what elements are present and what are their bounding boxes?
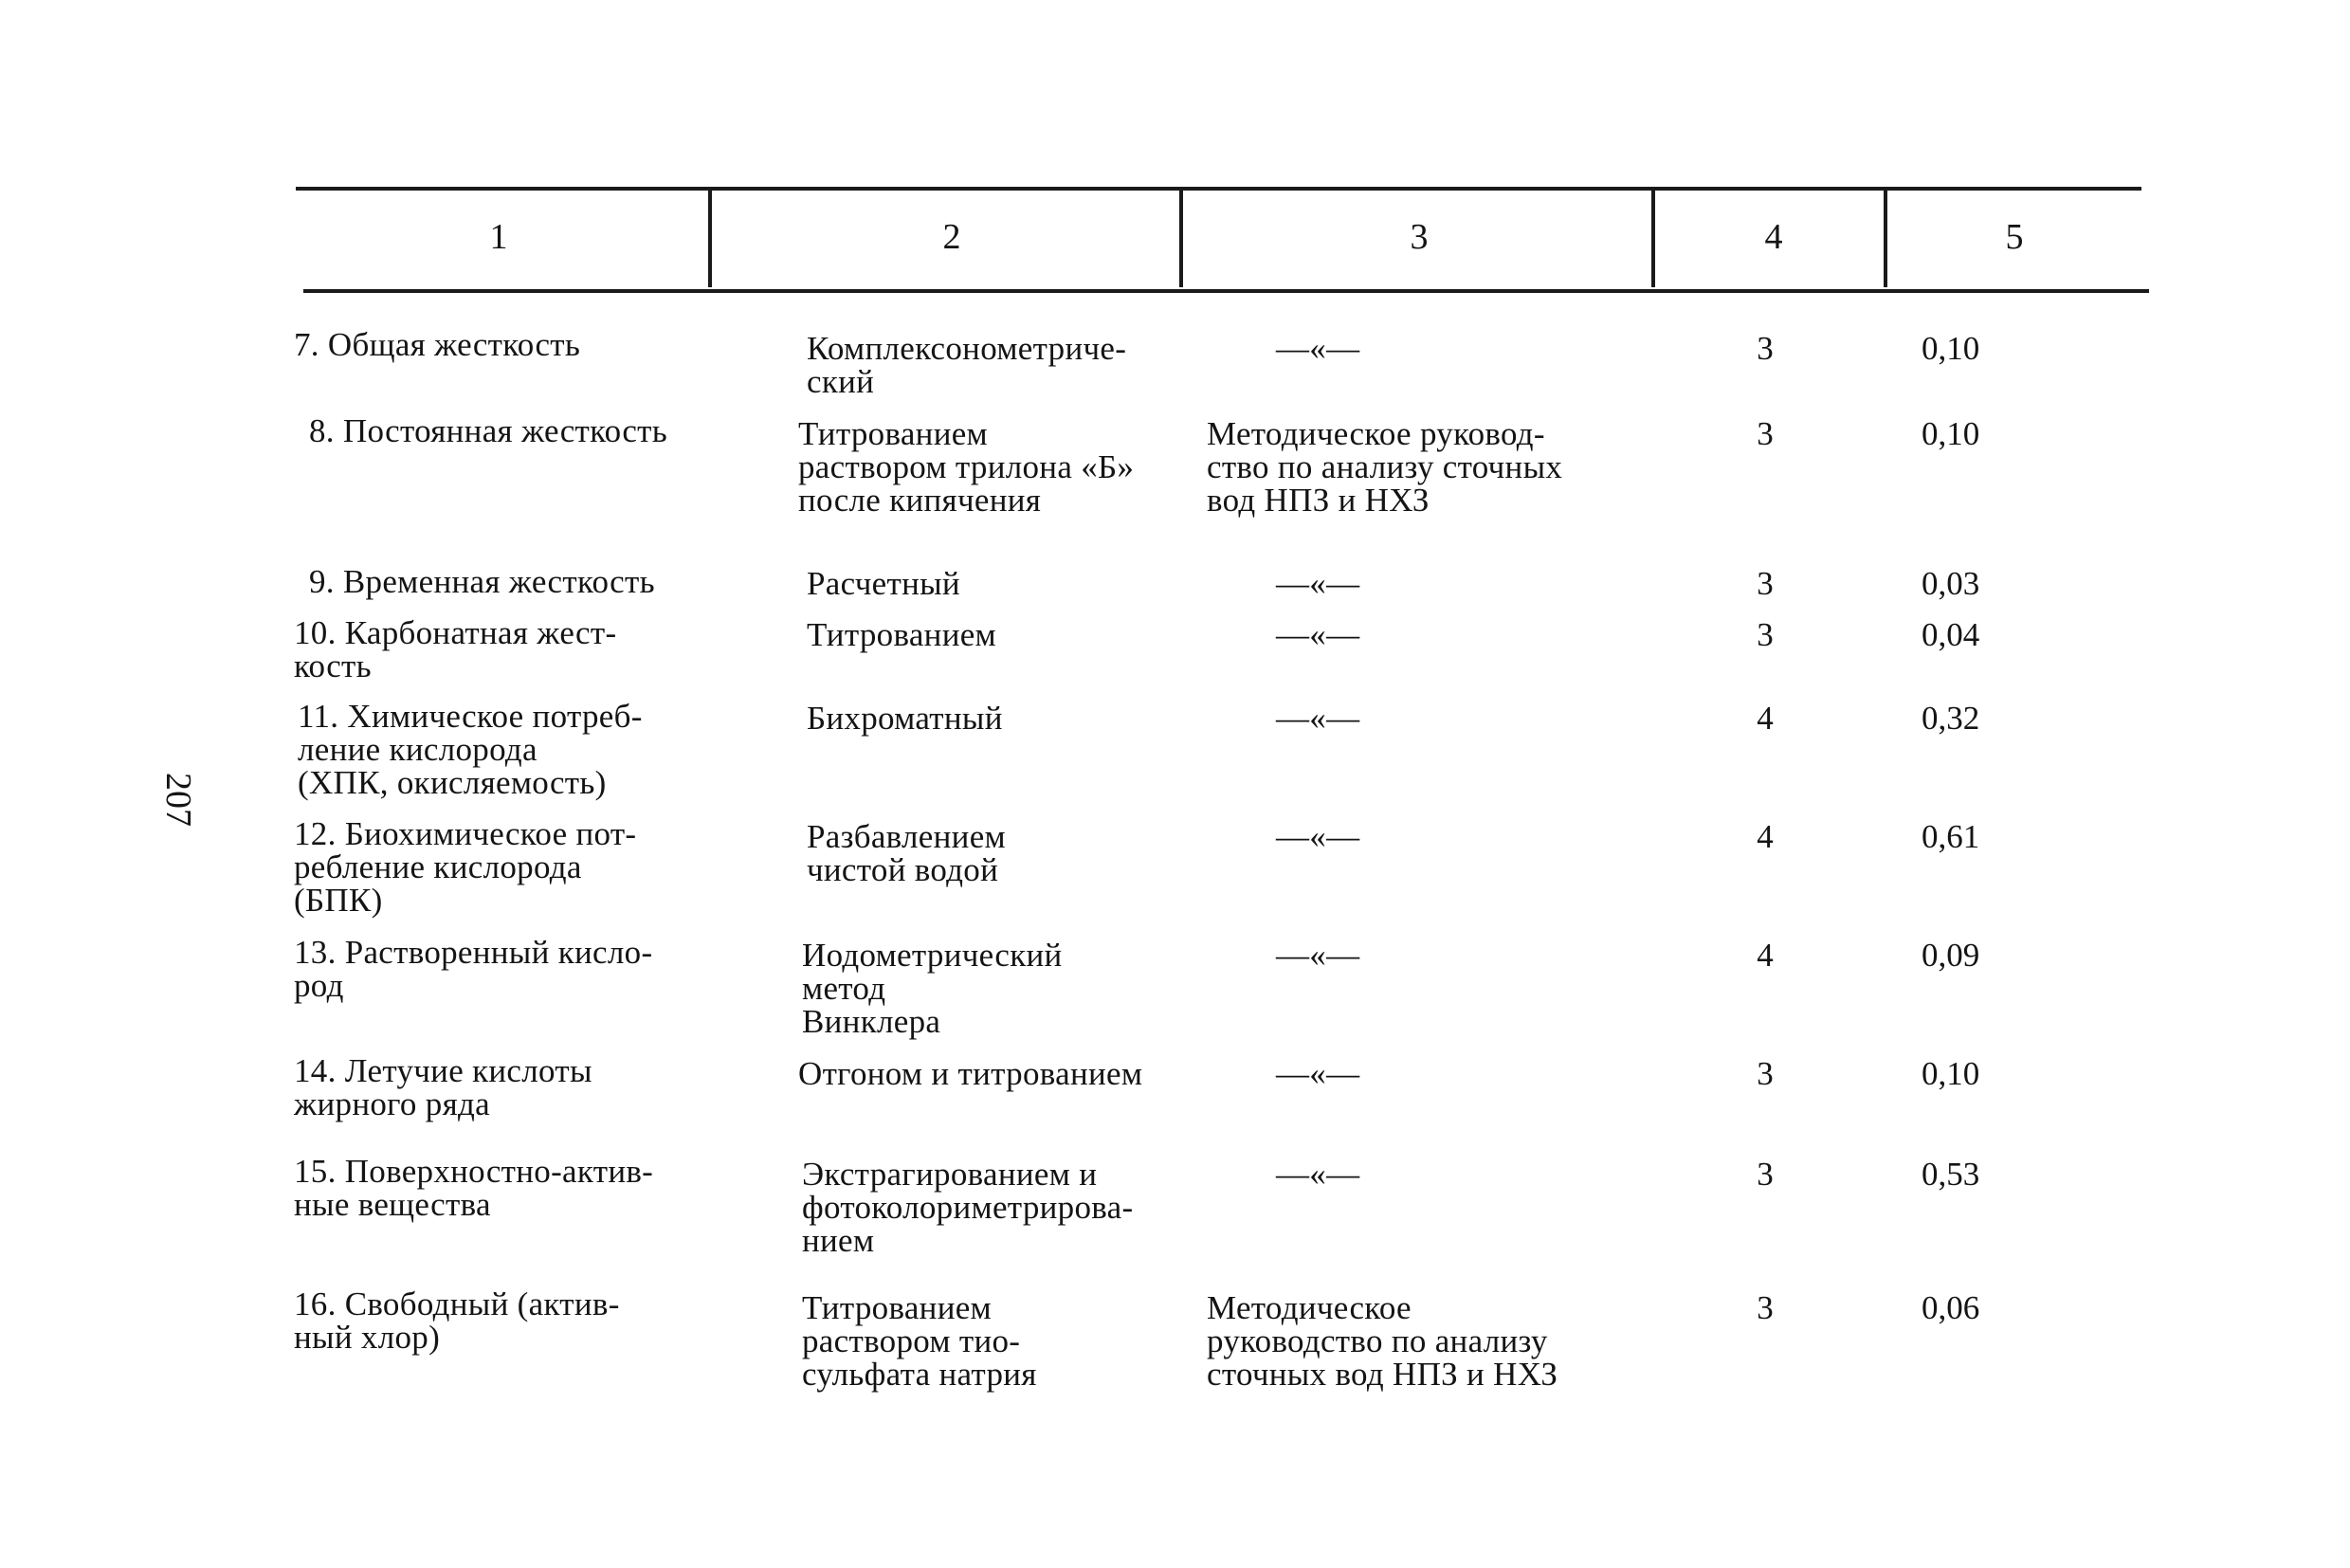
column-divider (1651, 190, 1655, 287)
value-cell: 0,04 (1922, 616, 1980, 653)
column-header: 1 (489, 217, 508, 257)
method-cell: Иодометрический метод Винклера (802, 937, 1063, 1040)
method-cell: Бихроматный (807, 700, 1003, 737)
value-cell: 3 (1757, 330, 1774, 367)
value-cell: 3 (1757, 1055, 1774, 1092)
reference-cell: —«— (1276, 937, 1360, 974)
value-cell: 4 (1757, 937, 1774, 974)
method-cell: Титрованием раствором тио- сульфата натрия (802, 1289, 1037, 1393)
value-cell: 0,61 (1922, 818, 1980, 855)
method-cell: Титрованием (807, 616, 997, 653)
indicator-cell: 13. Растворенный кисло- род (294, 934, 653, 1004)
column-divider (708, 190, 712, 287)
value-cell: 0,10 (1922, 415, 1980, 452)
value-cell: 3 (1757, 565, 1774, 602)
value-cell: 0,53 (1922, 1156, 1980, 1193)
method-cell: Титрованием раствором трилона «Б» после кипячения (798, 415, 1135, 519)
column-divider (1884, 190, 1887, 287)
value-cell: 0,03 (1922, 565, 1980, 602)
method-cell: Расчетный (807, 565, 960, 602)
table-top-rule (296, 187, 2141, 191)
indicator-cell: 10. Карбонатная жест- кость (294, 614, 617, 684)
indicator-cell: 11. Химическое потреб- ление кислорода (ХПК, окисляемость) (298, 698, 643, 801)
table-header-rule (303, 289, 2149, 293)
method-cell: Экстрагированием и фотоколориметрирова- нием (802, 1156, 1134, 1259)
value-cell: 3 (1757, 1289, 1774, 1326)
reference-cell: —«— (1276, 818, 1360, 855)
column-header: 4 (1764, 217, 1783, 257)
reference-cell: —«— (1276, 616, 1360, 653)
method-cell: Отгоном и титрованием (798, 1055, 1143, 1092)
column-header: 3 (1410, 217, 1429, 257)
column-header: 5 (2005, 217, 2024, 257)
reference-cell: —«— (1276, 565, 1360, 602)
value-cell: 3 (1757, 616, 1774, 653)
value-cell: 0,10 (1922, 1055, 1980, 1092)
value-cell: 0,09 (1922, 937, 1980, 974)
value-cell: 4 (1757, 818, 1774, 855)
reference-cell: Методическое руковод- ство по анализу сточных вод НПЗ и НХЗ (1207, 415, 1563, 519)
value-cell: 3 (1757, 415, 1774, 452)
indicator-cell: 9. Временная жесткость (309, 563, 655, 600)
reference-cell: —«— (1276, 1055, 1360, 1092)
value-cell: 4 (1757, 700, 1774, 737)
reference-cell: —«— (1276, 1156, 1360, 1193)
reference-cell: Методическое руководство по анализу сточных вод НПЗ и НХЗ (1207, 1289, 1558, 1393)
indicator-cell: 16. Свободный (актив- ный хлор) (294, 1285, 620, 1356)
value-cell: 0,06 (1922, 1289, 1980, 1326)
indicator-cell: 7. Общая жесткость (294, 326, 581, 363)
method-cell: Разбавлением чистой водой (807, 818, 1006, 888)
value-cell: 0,10 (1922, 330, 1980, 367)
column-header: 2 (942, 217, 961, 257)
value-cell: 3 (1757, 1156, 1774, 1193)
reference-cell: —«— (1276, 330, 1360, 367)
indicator-cell: 15. Поверхностно-актив- ные вещества (294, 1153, 654, 1223)
reference-cell: —«— (1276, 700, 1360, 737)
page-number: 207 (158, 773, 198, 827)
column-divider (1179, 190, 1183, 287)
indicator-cell: 8. Постоянная жесткость (309, 412, 668, 449)
indicator-cell: 12. Биохимическое пот- ребление кислорода (БПК) (294, 815, 637, 919)
method-cell: Комплексонометриче- ский (807, 330, 1127, 400)
indicator-cell: 14. Летучие кислоты жирного ряда (294, 1052, 592, 1122)
value-cell: 0,32 (1922, 700, 1980, 737)
